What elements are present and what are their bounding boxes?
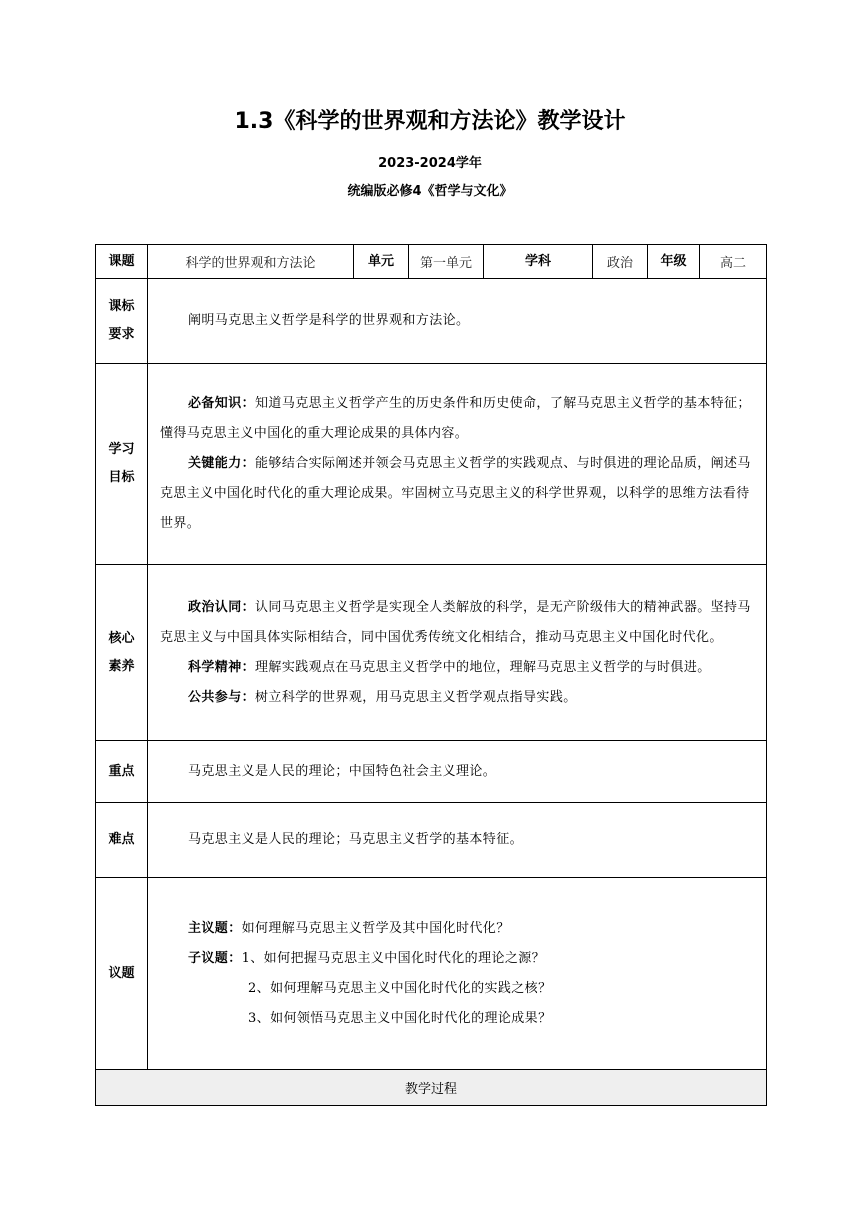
difficulties-content — [148, 803, 767, 878]
issues-label: 议题 — [96, 878, 148, 1070]
unit-value: 第一单元 — [409, 245, 484, 279]
public-heading: 公共参与： — [188, 689, 256, 705]
science-heading: 科学精神： — [188, 659, 256, 675]
curriculum-content — [148, 279, 767, 364]
goals-paragraph-knowledge — [160, 389, 756, 449]
literacy-paragraph-public — [160, 683, 756, 713]
sub-issue-2: 2、如何理解马克思主义中国化时代化的实践之核？ — [248, 980, 552, 996]
literacy-label-line1: 核心 — [108, 630, 135, 646]
key-points-text: 马克思主义是人民的理论；中国特色社会主义理论。 — [188, 763, 497, 779]
subject-label: 学科 — [484, 245, 593, 279]
goals-label-line1: 学习 — [108, 442, 135, 457]
textbook-edition: 统编版必修4《哲学与文化》 — [347, 184, 513, 199]
goals-paragraph-ability — [160, 449, 756, 539]
political-text: 认同马克思主义哲学是实现全人类解放的科学，是无产阶级伟大的精神武器。坚持马克思主义与中国具体实际相结合，同中国优秀传统文化相结合，推动马克思主义中国化时代化。 — [160, 599, 751, 645]
difficulties-label: 难点 — [96, 803, 148, 878]
key-points-content — [148, 741, 767, 803]
literacy-paragraph-science — [160, 653, 756, 683]
goals-row — [96, 364, 767, 565]
knowledge-heading: 必备知识： — [188, 396, 256, 411]
difficulties-text: 马克思主义是人民的理论；马克思主义哲学的基本特征。 — [188, 832, 524, 847]
curriculum-label — [96, 279, 148, 364]
grade-label: 年级 — [648, 245, 700, 279]
sub-issue-heading: 子议题： — [188, 950, 242, 966]
goals-label-line2: 目标 — [108, 470, 135, 485]
goals-label — [96, 364, 148, 565]
literacy-label-line2: 素养 — [108, 658, 135, 674]
issues-row — [96, 878, 767, 1070]
subject-value: 政治 — [593, 245, 648, 279]
topic-label: 课题 — [96, 245, 148, 279]
curriculum-text: 阐明马克思主义哲学是科学的世界观和方法论。 — [188, 313, 470, 328]
issues-content — [148, 878, 767, 1070]
ability-heading: 关键能力： — [188, 456, 256, 471]
ability-text: 能够结合实际阐述并领会马克思主义哲学的实践观点、与时俱进的理论品质，阐述马克思主义中国化时代化的重大理论成果。牢固树立马克思主义的科学世界观，以科学的思维方法看待世界。 — [160, 456, 751, 531]
science-text: 理解实践观点在马克思主义哲学中的地位，理解马克思主义哲学的与时俱进。 — [255, 659, 711, 675]
process-row — [96, 1070, 767, 1106]
key-points-row — [96, 741, 767, 803]
literacy-content — [148, 565, 767, 741]
main-issue-text: 如何理解马克思主义哲学及其中国化时代化？ — [241, 920, 510, 936]
lesson-plan-table — [95, 244, 767, 1106]
political-heading: 政治认同： — [188, 599, 256, 615]
curriculum-row — [96, 279, 767, 364]
sub-issue-3: 3、如何领悟马克思主义中国化时代化的理论成果？ — [248, 1010, 552, 1026]
literacy-label — [96, 565, 148, 741]
key-points-label: 重点 — [96, 741, 148, 803]
literacy-paragraph-political — [160, 593, 756, 653]
sub-issue-1-text: 1、如何把握马克思主义中国化时代化的理论之源？ — [241, 950, 546, 966]
main-issue-heading: 主议题： — [188, 920, 242, 936]
curriculum-label-line2: 要求 — [108, 327, 135, 342]
public-text: 树立科学的世界观，用马克思主义哲学观点指导实践。 — [255, 689, 577, 705]
curriculum-label-line1: 课标 — [108, 299, 135, 314]
unit-label: 单元 — [354, 245, 409, 279]
sub-issue-1 — [160, 944, 756, 974]
info-row — [96, 245, 767, 279]
literacy-row — [96, 565, 767, 741]
document-title: 1.3《科学的世界观和方法论》教学设计 — [234, 109, 626, 134]
school-year: 2023-2024学年 — [378, 156, 482, 171]
knowledge-text: 知道马克思主义哲学产生的历史条件和历史使命，了解马克思主义哲学的基本特征；懂得马克思主义中国化的重大理论成果的具体内容。 — [160, 396, 751, 441]
main-issue — [160, 914, 756, 944]
difficulties-row — [96, 803, 767, 878]
process-label: 教学过程 — [96, 1070, 767, 1106]
grade-value: 高二 — [700, 245, 767, 279]
topic-value: 科学的世界观和方法论 — [148, 245, 354, 279]
goals-content — [148, 364, 767, 565]
